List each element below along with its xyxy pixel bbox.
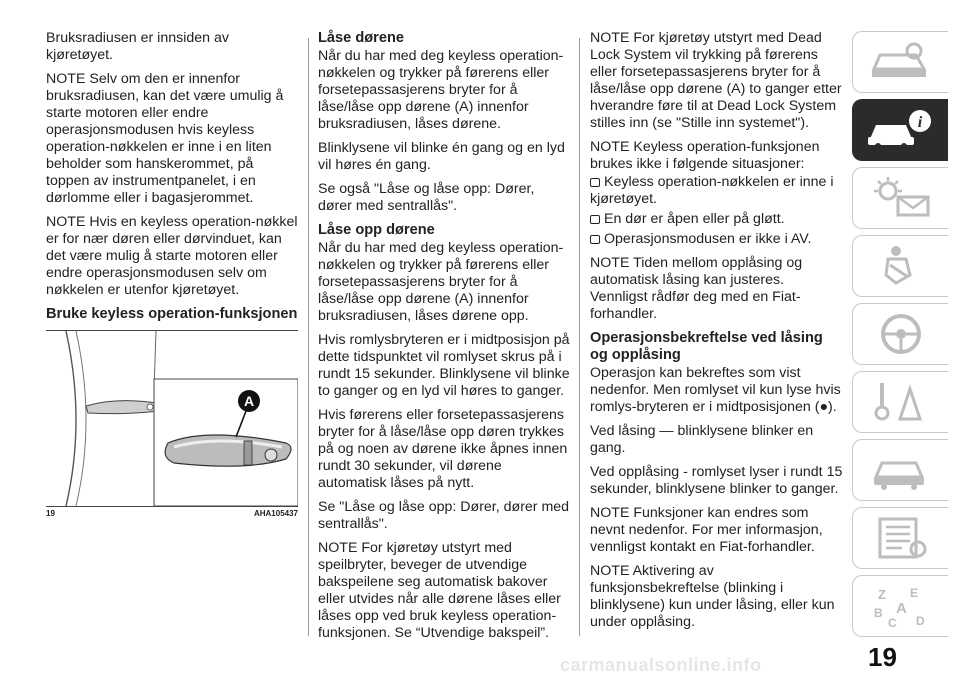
tab-maintenance[interactable] xyxy=(852,439,948,501)
tab-warning-lights[interactable] xyxy=(852,167,948,229)
text-column-3 xyxy=(590,30,844,638)
svg-text:Z: Z xyxy=(877,587,886,602)
car-maintenance-icon xyxy=(866,447,936,493)
tab-car-info[interactable] xyxy=(852,99,948,161)
index-letters-icon xyxy=(866,583,936,629)
tab-index[interactable] xyxy=(852,575,948,637)
svg-text:i: i xyxy=(917,114,922,131)
callout-label: A xyxy=(243,393,255,409)
svg-text:C: C xyxy=(887,616,897,629)
section-heading: Låse dørene xyxy=(318,30,404,46)
paragraph: Ved låsing — blinklysene blinker en gang. xyxy=(590,423,814,456)
breakdown-tools-icon xyxy=(866,379,936,425)
watermark: carmanualsonline.info xyxy=(560,655,762,675)
door-handle-illustration xyxy=(46,331,298,506)
door-handle-figure xyxy=(46,330,298,507)
note-paragraph: NOTE For kjøretøy utstyrt med Dead Lock System vil trykking på førerens eller forsetepassasjerens bryter for å låse/låse opp dørene (A) to ganger etter hverandre føre til at Dead Lock System stilles inn (se "Stille inn systemet"). xyxy=(590,30,842,131)
svg-text:E: E xyxy=(909,586,918,600)
steering-wheel-icon xyxy=(866,311,936,357)
svg-text:A: A xyxy=(895,600,907,617)
paragraph: Når du har med deg keyless operation-nøkkelen og trykker på førerens eller forsetepassasjerens bryter for å låse/låse opp dørene (A) innenfor bruksradiusen, låses dørene. xyxy=(318,48,564,132)
paragraph: Bruksradiusen er innsiden av kjøretøyet. xyxy=(46,30,229,63)
checkbox-bullet-icon xyxy=(590,235,600,244)
list-item: Operasjonsmodusen er ikke i AV. xyxy=(590,231,844,248)
page-number: 19 xyxy=(868,642,897,672)
checkbox-bullet-icon xyxy=(590,215,600,224)
list-item: Keyless operation-nøkkelen er inne i kjøretøyet. xyxy=(590,174,834,207)
column-divider xyxy=(308,38,309,636)
text-column-1 xyxy=(46,30,298,324)
svg-text:B: B xyxy=(873,606,883,620)
paragraph: Operasjon kan bekreftes som vist nedenfor. Men romlyset vil kun lyse hvis romlys-bryteren er i midtposisjonen (●). xyxy=(590,365,841,415)
warning-light-icon xyxy=(866,175,936,221)
car-info-icon xyxy=(866,107,936,153)
section-heading: Bruke keyless operation-funksjonen xyxy=(46,306,298,322)
paragraph: Se også "Låse og låse opp: Dører, dører med sentrallås". xyxy=(318,181,535,214)
tab-technical-data[interactable] xyxy=(852,507,948,569)
chapter-tabs xyxy=(852,31,948,643)
note-paragraph: NOTE Funksjoner kan endres som nevnt nedenfor. For mer informasjon, vennligst kontakt en Fiat-forhandler. xyxy=(590,505,823,555)
note-paragraph: NOTE Aktivering av funksjonsbekreftelse (blinking i blinklysene) kun under låsing, eller kun under opplåsing. xyxy=(590,563,835,630)
paragraph: Hvis romlysbryteren er i midtposisjon på dette tidspunktet vil romlyset skrus på i rundt 15 sekunder. Blinklysene vil blinke to ganger og en lyd vil høres to ganger. xyxy=(318,332,570,399)
tab-dashboard[interactable] xyxy=(852,31,948,93)
checkbox-bullet-icon xyxy=(590,178,600,187)
column-divider xyxy=(579,38,580,636)
note-paragraph: NOTE Selv om den er innenfor bruksradiusen, kan det være umulig å starte motoren eller endre operasjonsmodusen hvis keyless operation-nøkkelen er inne i en liten beholder som hanskerommet, på toppen av instrumentpanelet, i en dørlomme eller i bagasjerommet. xyxy=(46,71,284,206)
paragraph: Blinklysene vil blinke én gang og en lyd vil høres én gang. xyxy=(318,140,565,173)
note-paragraph: NOTE For kjøretøy utstyrt med speilbryter, beveger de utvendige bakspeilene seg automatisk bakover eller utvides når alle dørene låses eller låses opp ved bruk keyless operation-funksjonen. Se “Utvendige bakspeil”. xyxy=(318,540,561,641)
airbag-seat-icon xyxy=(866,243,936,289)
figure-code: AHA105437 xyxy=(253,509,298,518)
paragraph: Når du har med deg keyless operation-nøkkelen og trykker på førerens eller forsetepassasjerens bryter for å låse/låse opp dørene (A) innenfor bruksradiusen, låses dørene opp. xyxy=(318,240,564,324)
list-item: En dør er åpen eller på gløtt. xyxy=(590,211,844,228)
note-paragraph: NOTE Hvis en keyless operation-nøkkel er for nær døren eller dørvinduet, kan det være mulig å starte motoren eller endre operasjonsmodusen selv om nøkkelen er utenfor kjøretøyet. xyxy=(46,214,298,298)
svg-text:D: D xyxy=(915,614,925,628)
tab-safety[interactable] xyxy=(852,235,948,297)
section-heading: Låse opp dørene xyxy=(318,222,435,238)
tab-starting-driving[interactable] xyxy=(852,303,948,365)
paragraph: Se "Låse og låse opp: Dører, dører med sentrallås". xyxy=(318,499,570,532)
text-column-2 xyxy=(318,30,570,649)
figure-number: 19 xyxy=(46,509,55,518)
paragraph: Ved opplåsing - romlyset lyser i rundt 15 sekunder, blinklysene blinker to ganger. xyxy=(590,464,843,497)
tab-emergency[interactable] xyxy=(852,371,948,433)
section-heading: Operasjonsbekreftelse ved låsing og opplåsing xyxy=(590,330,823,363)
paragraph: Hvis førerens eller forsetepassasjerens bryter for å låse/låse opp døren trykkes på og noen av dørene ikke åpnes innen rundt 30 sekunder, vil dørene automatisk låses på nytt. xyxy=(318,407,568,491)
dashboard-car-icon xyxy=(866,39,936,85)
note-paragraph: NOTE Tiden mellom opplåsing og automatisk låsing kan justeres. Vennligst rådfør deg med en Fiat-forhandler. xyxy=(590,255,803,322)
technical-data-icon xyxy=(866,515,936,561)
note-paragraph: NOTE Keyless operation-funksjonen brukes ikke i følgende situasjoner: xyxy=(590,139,820,172)
